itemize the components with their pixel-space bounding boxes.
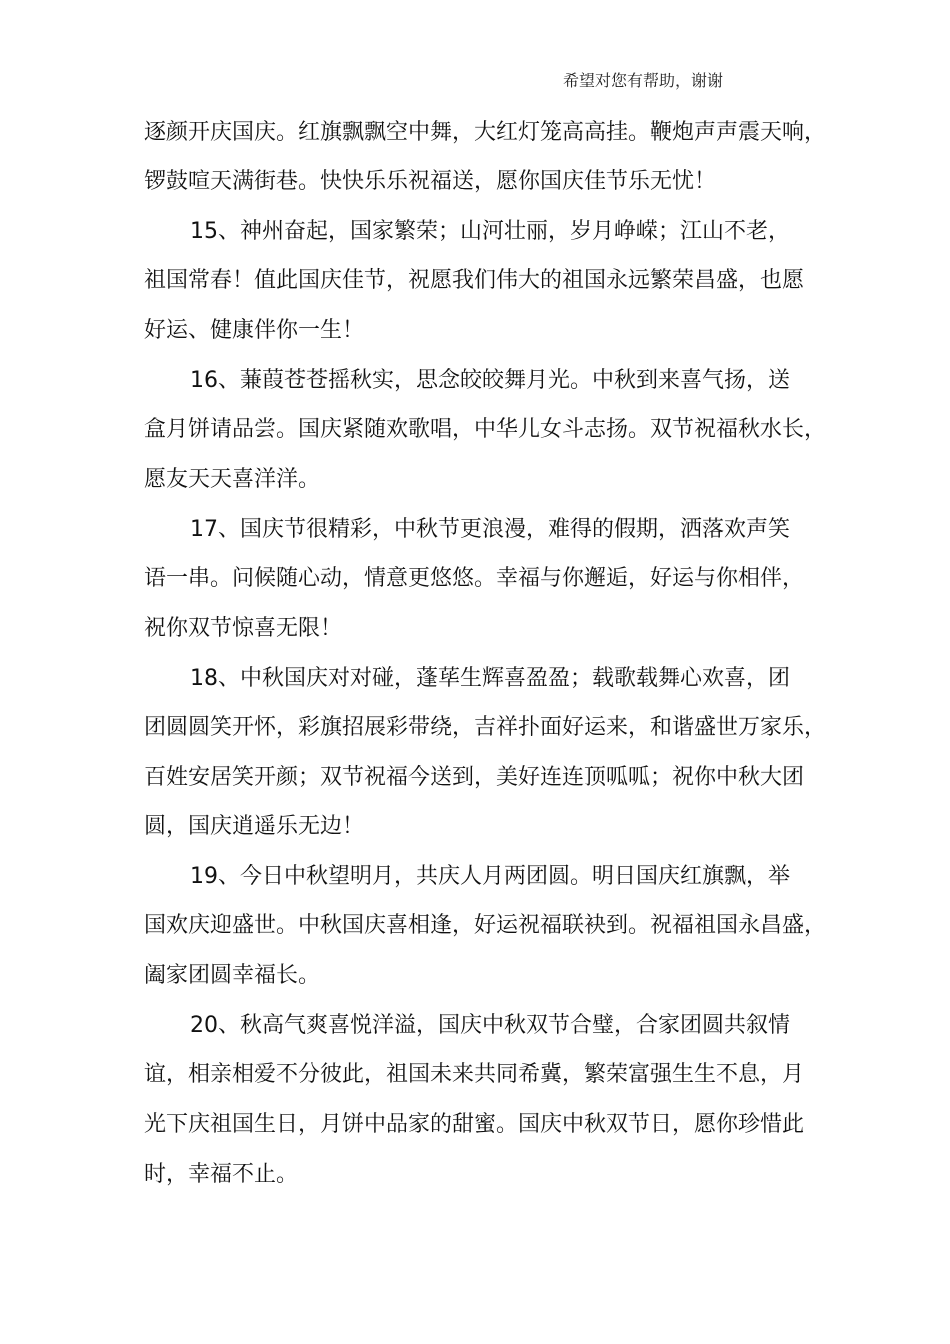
text-line: 圆，国庆逍遥乐无边！ [144,814,365,839]
text-line: 盒月饼请品尝。国庆紧随欢歌唱，中华儿女斗志扬。双节祝福秋水长， [144,417,827,442]
text-line: 光下庆祖国生日，月饼中品家的甜蜜。国庆中秋双节日，愿你珍惜此 [144,1112,805,1137]
text-line: 祖国常春！值此国庆佳节，祝愿我们伟大的祖国永远繁荣昌盛，也愿 [144,268,805,293]
paragraph-start-line: 18、中秋国庆对对碰，蓬荜生辉喜盈盈；载歌载舞心欢喜，团 [190,666,790,691]
paragraph-start-line: 20、秋高气爽喜悦洋溢，国庆中秋双节合璧，合家团圆共叙情 [190,1013,790,1038]
text-line: 谊，相亲相爱不分彼此，祖国未来共同希冀，繁荣富强生生不息，月 [144,1062,805,1087]
paragraph-start-line: 15、神州奋起，国家繁荣；山河壮丽，岁月峥嵘；江山不老， [190,219,790,244]
text-line: 团圆圆笑开怀，彩旗招展彩带绕，吉祥扑面好运来，和谐盛世万家乐， [144,715,827,740]
text-line: 时，幸福不止。 [144,1162,299,1187]
text-line: 锣鼓喧天满街巷。快快乐乐祝福送，愿你国庆佳节乐无忧！ [144,169,717,194]
text-line: 逐颜开庆国庆。红旗飘飘空中舞，大红灯笼高高挂。鞭炮声声震天响， [144,120,827,145]
text-line: 祝你双节惊喜无限！ [144,616,343,641]
paragraph-start-line: 16、蒹葭苍苍摇秋实，思念皎皎舞月光。中秋到来喜气扬，送 [190,368,790,393]
text-line: 百姓安居笑开颜；双节祝福今送到，美好连连顶呱呱；祝你中秋大团 [144,765,805,790]
text-line: 国欢庆迎盛世。中秋国庆喜相逢，好运祝福联袂到。祝福祖国永昌盛， [144,913,827,938]
paragraph-start-line: 17、国庆节很精彩，中秋节更浪漫，难得的假期，洒落欢声笑 [190,517,790,542]
text-line: 语一串。问候随心动，情意更悠悠。幸福与你邂逅，好运与你相伴， [144,566,805,591]
page-header: 希望对您有帮助，谢谢 [563,71,724,90]
paragraph-start-line: 19、今日中秋望明月，共庆人月两团圆。明日国庆红旗飘，举 [190,864,790,889]
text-line: 阖家团圆幸福长。 [144,963,321,988]
text-line: 愿友天天喜洋洋。 [144,467,321,492]
text-line: 好运、健康伴你一生！ [144,318,365,343]
